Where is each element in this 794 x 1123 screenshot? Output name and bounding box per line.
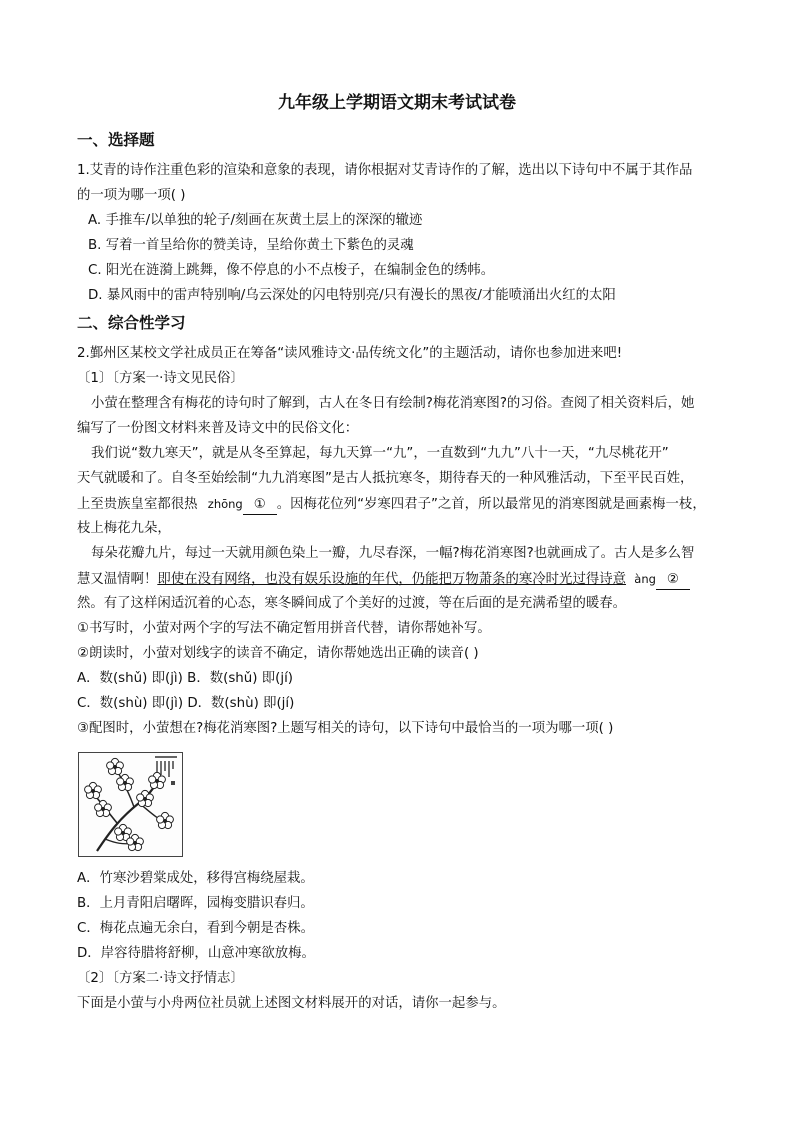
- para2-line2: 天气就暖和了。自冬至始绘制“九九消寒图”是古人抵抗寒冬，期待春天的一种风雅活动，下至平民百姓，: [77, 471, 694, 486]
- part2-text: 下面是小萤与小舟两位社员就上述图文材料展开的对话，请你一起参与。: [77, 996, 506, 1011]
- para1-line1: 小萤在整理含有梅花的诗句时了解到，古人在冬日有绘制?梅花消寒图?的习俗。查阅了相关资料后，她: [91, 396, 695, 411]
- section-heading-choice: 一、选择题: [77, 131, 155, 149]
- q2-stem: 2.鄞州区某校文学社成员正在筹备“读风雅诗文·品传统文化”的主题活动，请你也参加进来吧!: [77, 346, 623, 361]
- para2-line3-end: 。因梅花位列“岁寒四君子”之首，所以最常见的消寒图就是画素梅一枝，: [276, 497, 706, 512]
- para3-line3: 然。有了这样闲适沉着的心态，寒冬瞬间成了个美好的过渡，等在后面的是充满希望的暖春。: [77, 596, 627, 611]
- plum-blossom-drawing: [79, 753, 182, 856]
- page-title: 九年级上学期语文期末考试试卷: [278, 93, 516, 113]
- q1-option-c: C. 阳光在涟漪上跳舞，像不停息的小不点梭子，在编制金色的绣帏。: [88, 263, 495, 278]
- para2-line1: 我们说“数九寒天”，就是从冬至算起，每九天算一“九”，一直数到“九九”八十一天，“九尽桃花开”: [91, 446, 669, 461]
- blank2-mark: ②: [666, 572, 679, 587]
- plum-blossom-painting-icon: [78, 752, 183, 857]
- blank1-pinyin: zhōng: [207, 497, 243, 511]
- para3-line2-start: 慧又温情啊！: [77, 572, 158, 587]
- para3-line2: [77, 570, 690, 590]
- sub2-options-row2: C．数(shù) 即(jì) D．数(shù) 即(jí): [77, 696, 295, 711]
- sub3-option-a: A．竹寒沙碧棠成处，移得宫梅绕屋栽。: [77, 871, 314, 886]
- para2-line3: [77, 495, 706, 515]
- sub-question-2: ②朗读时，小萤对划线字的读音不确定，请你帮她选出正确的读音( ): [77, 646, 479, 661]
- para1-line2: 编写了一份图文材料来普及诗文中的民俗文化：: [77, 421, 359, 436]
- sub2-options-row1: A．数(shǔ) 即(jì) B．数(shǔ) 即(jí): [77, 671, 294, 686]
- sub3-option-b: B．上月青阳启曙晖，园梅变腊识春归。: [77, 896, 314, 911]
- sub3-option-d: D．岸容待腊将舒柳，山意冲寒欲放梅。: [77, 946, 315, 961]
- q1-option-d: D. 暴风雨中的雷声特别响/乌云深处的闪电特别亮/只有漫长的黑夜/才能喷涌出火红的太阳: [88, 288, 616, 303]
- part2-label: 〔2〕〔方案二·诗文抒情志〕: [77, 971, 244, 986]
- blank2-pinyin: àng: [634, 572, 656, 586]
- para2-line3-start: 上至贵族皇室都很热: [77, 497, 198, 512]
- part1-label: 〔1〕〔方案一·诗文见民俗〕: [77, 371, 244, 386]
- section-heading-comprehensive: 二、综合性学习: [77, 314, 186, 332]
- sub-question-1: ①书写时，小萤对两个字的写法不确定暂用拼音代替，请你帮她补写。: [77, 621, 491, 636]
- sub-question-3: ③配图时，小萤想在?梅花消寒图?上题写相关的诗句，以下诗句中最恰当的一项为哪一项( ): [77, 721, 614, 736]
- q1-stem-line1: 1.艾青的诗作注重色彩的渲染和意象的表现，请你根据对艾青诗作的了解，选出以下诗句中不属于其作品: [77, 163, 693, 178]
- q1-stem-line2: 的一项为哪一项( ): [77, 188, 186, 203]
- para3-underlined-sentence: 即使在没有网络，也没有娱乐设施的年代，仍能把万物萧条的寒冷时光过得诗意: [157, 572, 627, 587]
- para3-line1: 每朵花瓣九片，每过一天就用颜色染上一瓣，九尽春深，一幅?梅花消寒图?也就画成了。古人是多么智: [91, 546, 695, 561]
- q1-option-b: B. 写着一首呈给你的赞美诗，呈给你黄土下紫色的灵魂: [88, 238, 414, 253]
- blank2: [656, 571, 690, 590]
- para2-line4: 枝上梅花九朵，: [77, 521, 171, 536]
- sub3-option-c: C．梅花点遍无余白，看到今朝是杏株。: [77, 921, 314, 936]
- blank1-mark: ①: [253, 497, 266, 512]
- q1-option-a: A. 手推车/以单独的轮子/刻画在灰黄土层上的深深的辙迹: [88, 213, 423, 228]
- blank1: [243, 496, 277, 515]
